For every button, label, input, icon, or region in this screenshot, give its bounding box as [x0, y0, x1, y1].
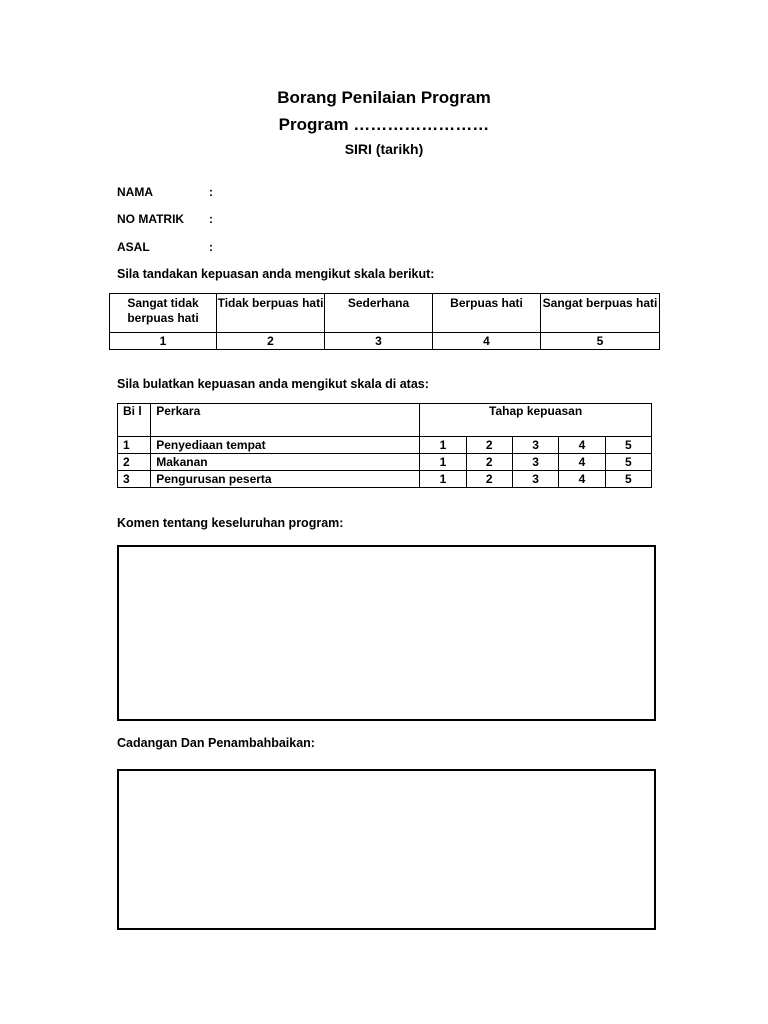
score-option[interactable]: 4 [559, 437, 605, 454]
table-row [118, 471, 652, 488]
row-perkara: Makanan [151, 454, 420, 471]
row-bil: 1 [118, 437, 151, 454]
scale-header-1: Sangat tidak berpuas hati [110, 294, 217, 333]
scale-header-5: Sangat berpuas hati [541, 294, 660, 333]
comment-box[interactable] [117, 545, 656, 721]
scale-instruction: Sila tandakan kepuasan anda mengikut skala berikut: [117, 267, 435, 281]
score-option[interactable]: 2 [466, 471, 512, 488]
score-option[interactable]: 1 [420, 437, 466, 454]
score-option[interactable]: 1 [420, 454, 466, 471]
rating-header-bil: Bi l [118, 404, 151, 437]
scale-header-2: Tidak berpuas hati [217, 294, 325, 333]
score-option[interactable]: 4 [559, 471, 605, 488]
score-option[interactable]: 3 [512, 454, 558, 471]
field-nama-colon: : [209, 185, 213, 199]
rating-header-row [118, 404, 652, 437]
score-option[interactable]: 3 [512, 437, 558, 454]
score-option[interactable]: 5 [605, 437, 651, 454]
scale-header-4: Berpuas hati [433, 294, 541, 333]
row-perkara: Penyediaan tempat [151, 437, 420, 454]
row-bil: 2 [118, 454, 151, 471]
score-option[interactable]: 2 [466, 454, 512, 471]
field-nama[interactable] [117, 185, 213, 201]
field-asal-colon: : [209, 240, 213, 254]
suggestion-box[interactable] [117, 769, 656, 930]
score-option[interactable]: 2 [466, 437, 512, 454]
scale-value-3: 3 [325, 333, 433, 350]
score-option[interactable]: 4 [559, 454, 605, 471]
rating-header-perkara: Perkara [151, 404, 420, 437]
field-no-matrik-colon: : [209, 212, 213, 226]
rating-instruction: Sila bulatkan kepuasan anda mengikut skala di atas: [117, 377, 429, 391]
form-title: Borang Penilaian Program [277, 88, 491, 107]
rating-header-tahap: Tahap kepuasan [420, 404, 652, 437]
program-line: Program …………………… [278, 115, 490, 134]
score-option[interactable]: 3 [512, 471, 558, 488]
scale-value-1: 1 [110, 333, 217, 350]
scale-value-row [110, 333, 660, 350]
scale-header-3: Sederhana [325, 294, 433, 333]
field-asal[interactable] [117, 240, 213, 256]
scale-header-row [110, 294, 660, 333]
suggestion-label: Cadangan Dan Penambahbaikan: [117, 736, 315, 750]
score-option[interactable]: 5 [605, 454, 651, 471]
scale-value-5: 5 [541, 333, 660, 350]
field-no-matrik-label: NO MATRIK [117, 212, 185, 226]
field-nama-label: NAMA [117, 185, 153, 199]
row-perkara: Pengurusan peserta [151, 471, 420, 488]
score-option[interactable]: 5 [605, 471, 651, 488]
table-row [118, 454, 652, 471]
scale-value-2: 2 [217, 333, 325, 350]
scale-value-4: 4 [433, 333, 541, 350]
row-bil: 3 [118, 471, 151, 488]
satisfaction-scale-table [109, 293, 660, 350]
field-asal-label: ASAL [117, 240, 150, 254]
score-option[interactable]: 1 [420, 471, 466, 488]
rating-table [117, 403, 652, 488]
comment-label: Komen tentang keseluruhan program: [117, 516, 344, 530]
series-line: SIRI (tarikh) [344, 141, 424, 157]
field-no-matrik[interactable] [117, 212, 213, 228]
table-row [118, 437, 652, 454]
